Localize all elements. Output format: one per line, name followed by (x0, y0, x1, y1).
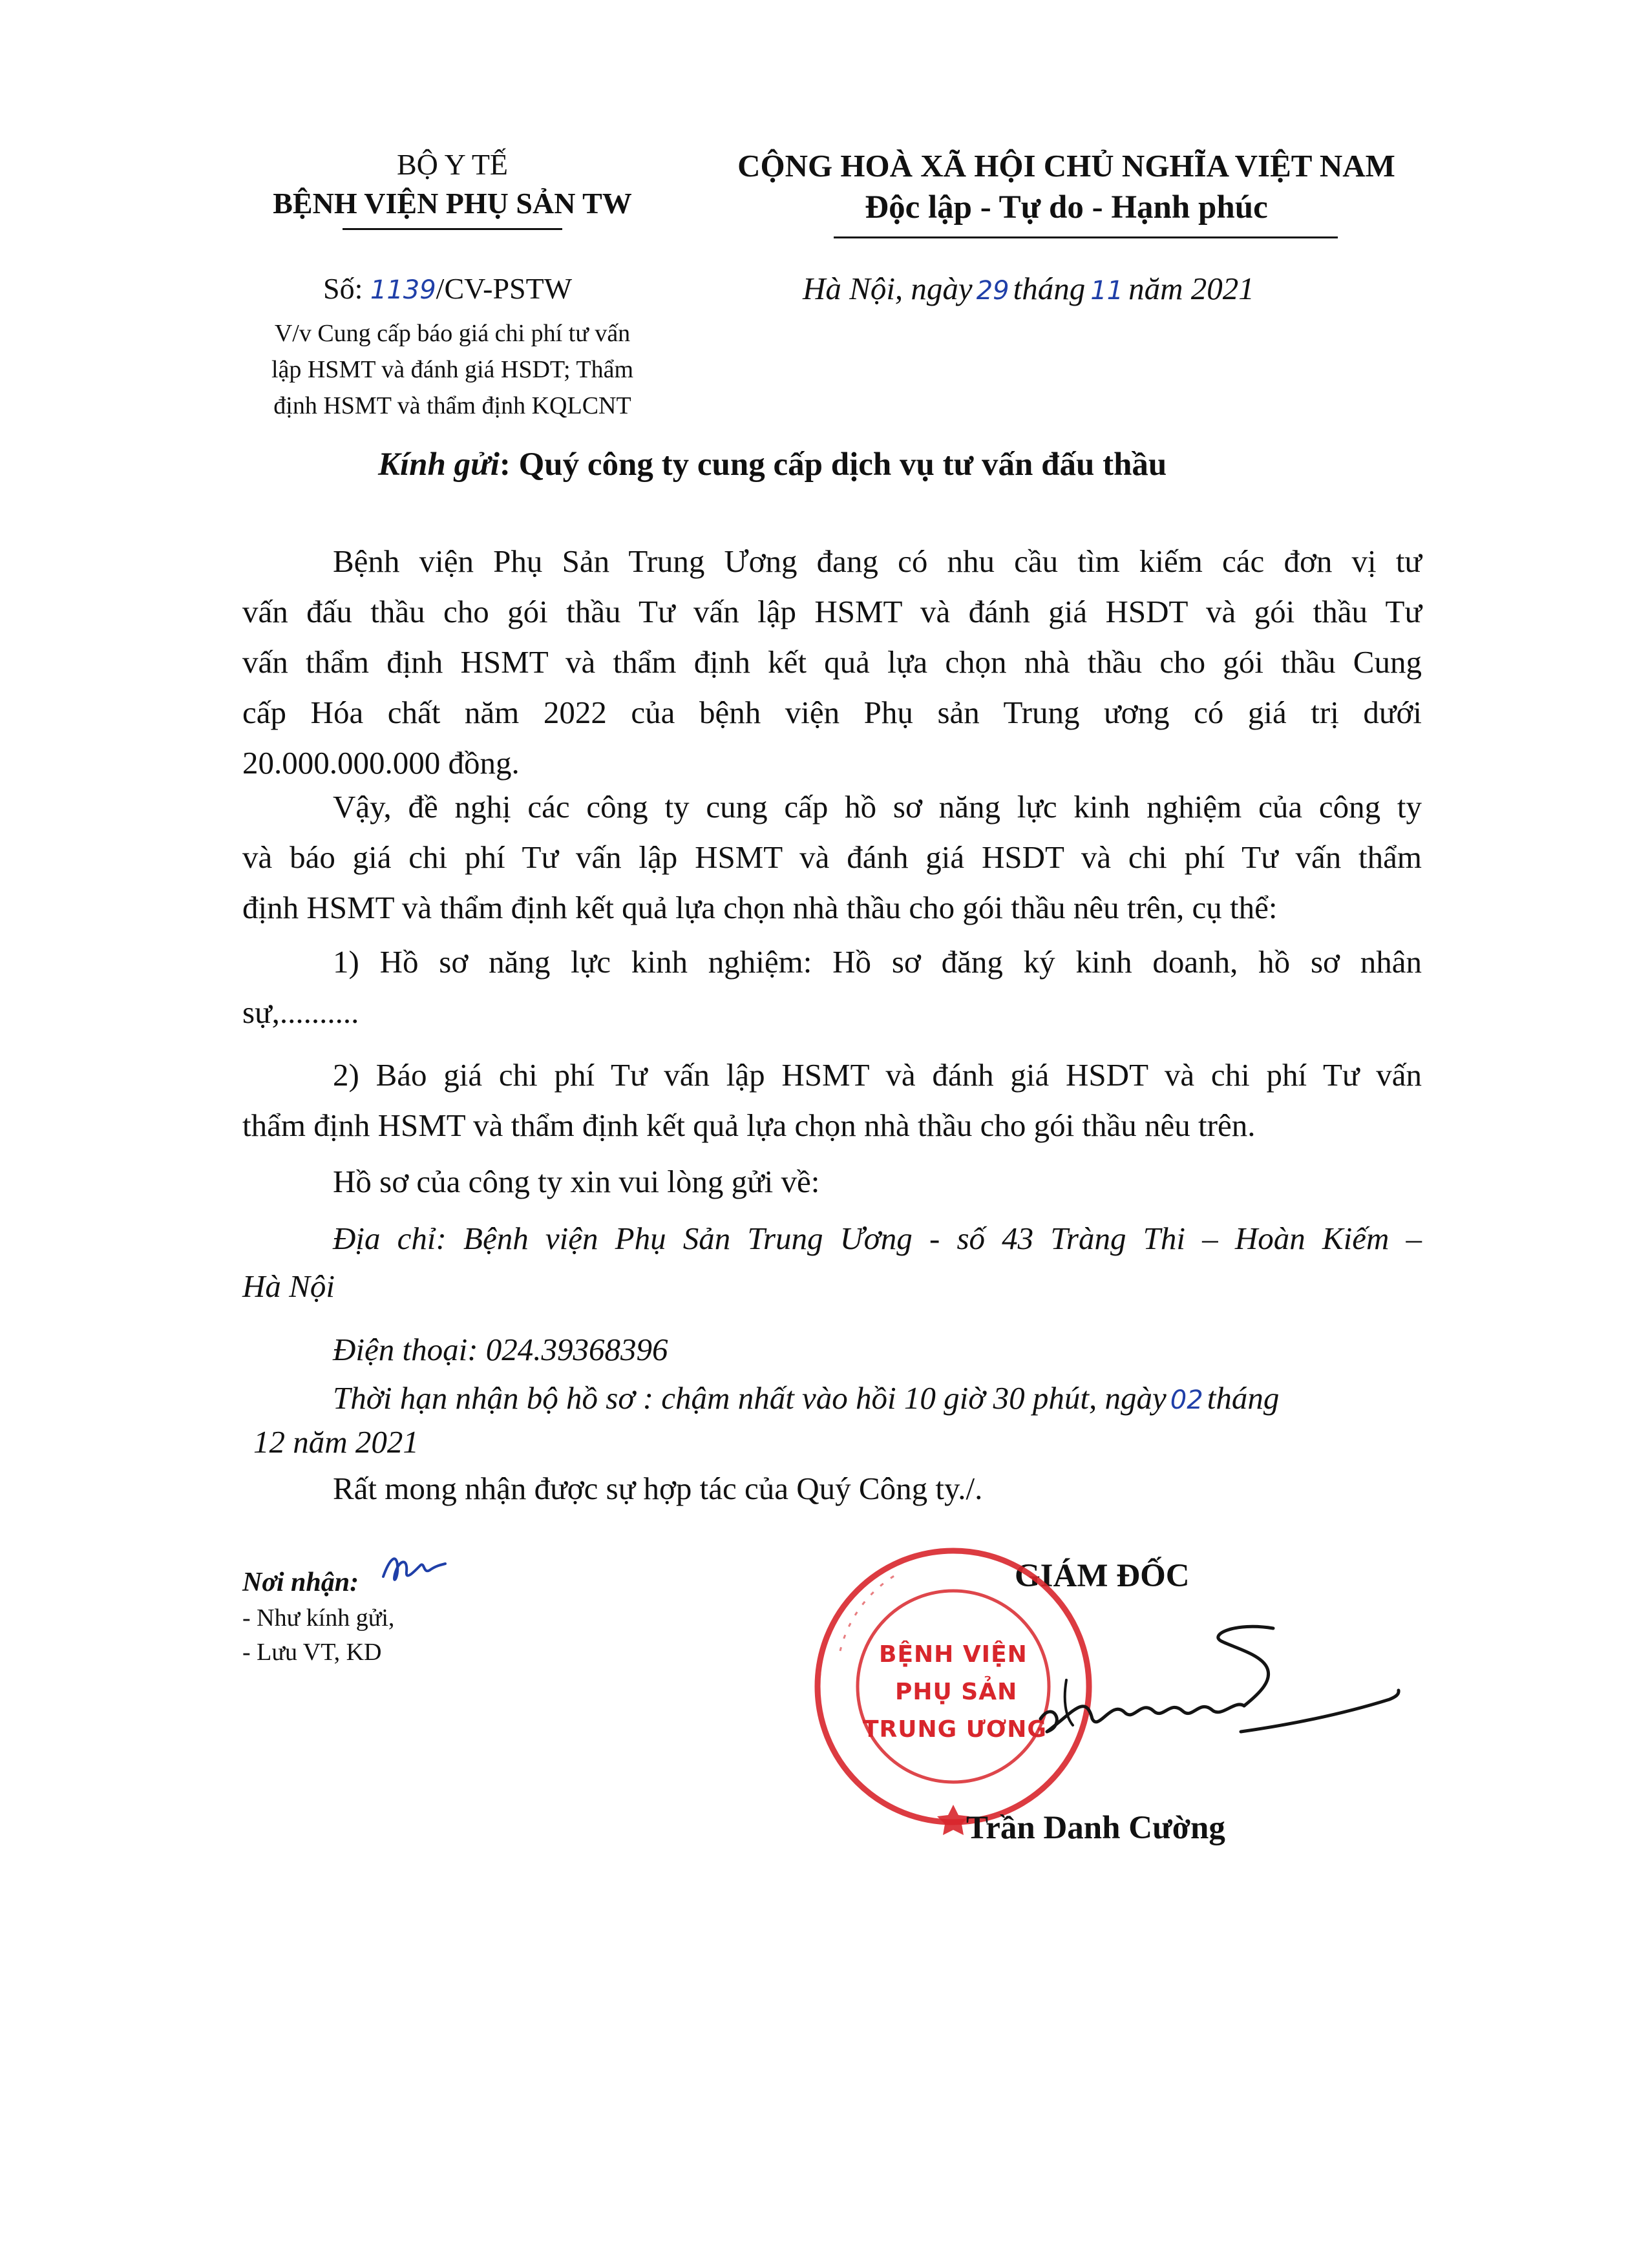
subject-line: lập HSMT và đánh giá HSDT; Thẩm (271, 356, 634, 383)
motto-underline (834, 236, 1338, 238)
date-prefix: Hà Nội, ngày (803, 271, 973, 306)
deadline-line-2: 12 năm 2021 (253, 1424, 419, 1460)
recipient-item: - Như kính gửi, (242, 1604, 395, 1632)
recipients-title: Nơi nhận: (242, 1568, 359, 1597)
address-line: Hà Nội (242, 1268, 335, 1304)
number-prefix: Số: (323, 272, 370, 305)
director-signature (1028, 1602, 1415, 1758)
deadline-month-label: tháng (1207, 1380, 1280, 1416)
body-paragraph-2 (242, 782, 1422, 933)
body-line: cấp Hóa chất năm 2022 của bệnh viện Phụ sản Trung ương có giá trị dưới (242, 695, 1422, 730)
national-motto: Độc lập - Tự do - Hạnh phúc (865, 189, 1268, 226)
phone-line: Điện thoại: 024.39368396 (333, 1332, 668, 1367)
body-line: Vậy, đề nghị các công ty cung cấp hồ sơ năng lực kinh nghiệm của công ty (333, 789, 1422, 824)
date-month-label: tháng (1013, 271, 1086, 306)
list-item-line: thẩm định HSMT và thẩm định kết quả lựa chọn nhà thầu cho gói thầu nêu trên. (242, 1108, 1256, 1143)
handwritten-deadline-day: 02 (1170, 1385, 1203, 1415)
body-line: vấn đấu thầu cho gói thầu Tư vấn lập HSMT và đánh giá HSDT và gói thầu Tư (242, 594, 1422, 629)
ministry-name: BỘ Y TẾ (396, 148, 509, 181)
subject-block (220, 315, 685, 424)
list-item-line: 2) Báo giá chi phí Tư vấn lập HSMT và đánh giá HSDT và chi phí Tư vấn (333, 1057, 1422, 1093)
number-suffix: /CV-PSTW (436, 272, 573, 305)
handwritten-day: 29 (976, 276, 1009, 306)
country-name: CỘNG HOÀ XÃ HỘI CHỦ NGHĨA VIỆT NAM (737, 148, 1395, 184)
deadline-text: Thời hạn nhận bộ hồ sơ : chậm nhất vào hồi 10 giờ 30 phút, ngày (333, 1380, 1167, 1416)
stamp-line: PHỤ SẢN (895, 1679, 1018, 1705)
subject-line: V/v Cung cấp báo giá chi phí tư vấn (274, 320, 631, 347)
body-line: vấn thẩm định HSMT và thẩm định kết quả lựa chọn nhà thầu cho gói thầu Cung (242, 644, 1422, 680)
list-item-line: 1) Hồ sơ năng lực kinh nghiệm: Hồ sơ đăng ký kinh doanh, hồ sơ nhân (333, 944, 1422, 980)
list-item-1 (242, 937, 1422, 1038)
body-line: 20.000.000.000 đồng. (242, 745, 520, 781)
salutation-recipient: Quý công ty cung cấp dịch vụ tư vấn đấu thầu (518, 446, 1167, 483)
address-line: Địa chỉ: Bệnh viện Phụ Sản Trung Ương - số 43 Tràng Thi – Hoàn Kiếm – (333, 1221, 1422, 1256)
address-block (242, 1215, 1422, 1310)
date-year: năm 2021 (1128, 271, 1254, 306)
closing-line: Rất mong nhận được sự hợp tác của Quý Công ty./. (333, 1471, 983, 1506)
handwritten-number: 1139 (370, 275, 436, 305)
list-item-2 (242, 1050, 1422, 1151)
stamp-line: BỆNH VIỆN (879, 1641, 1028, 1668)
hospital-underline (343, 228, 562, 230)
salutation-colon: : (499, 446, 511, 483)
salutation-label: Kính gửi (378, 446, 500, 483)
hospital-name: BỆNH VIỆN PHỤ SẢN TW (273, 187, 632, 220)
initials-signature (378, 1546, 449, 1597)
stamp-line: TRUNG ƯƠNG (863, 1716, 1047, 1743)
list-item-line: sự,.......... (242, 994, 359, 1030)
body-line: và báo giá chi phí Tư vấn lập HSMT và đánh giá HSDT và chi phí Tư vấn thẩm (242, 839, 1422, 875)
body-line: định HSMT và thẩm định kết quả lựa chọn nhà thầu cho gói thầu nêu trên, cụ thể: (242, 890, 1278, 925)
issue-date (803, 270, 1254, 307)
salutation (378, 446, 1167, 483)
handwritten-month: 11 (1090, 276, 1124, 306)
body-line: Bệnh viện Phụ Sản Trung Ương đang có nhu cầu tìm kiếm các đơn vị tư (333, 543, 1422, 579)
deadline-line (333, 1380, 1279, 1416)
recipient-item: - Lưu VT, KD (242, 1639, 382, 1666)
send-to-line: Hồ sơ của công ty xin vui lòng gửi về: (333, 1164, 820, 1199)
signer-position: GIÁM ĐỐC (1015, 1558, 1190, 1594)
body-paragraph-1 (242, 536, 1422, 788)
document-number (323, 271, 572, 306)
signer-name: Trần Danh Cường (966, 1810, 1225, 1846)
subject-line: định HSMT và thẩm định KQLCNT (273, 392, 631, 419)
